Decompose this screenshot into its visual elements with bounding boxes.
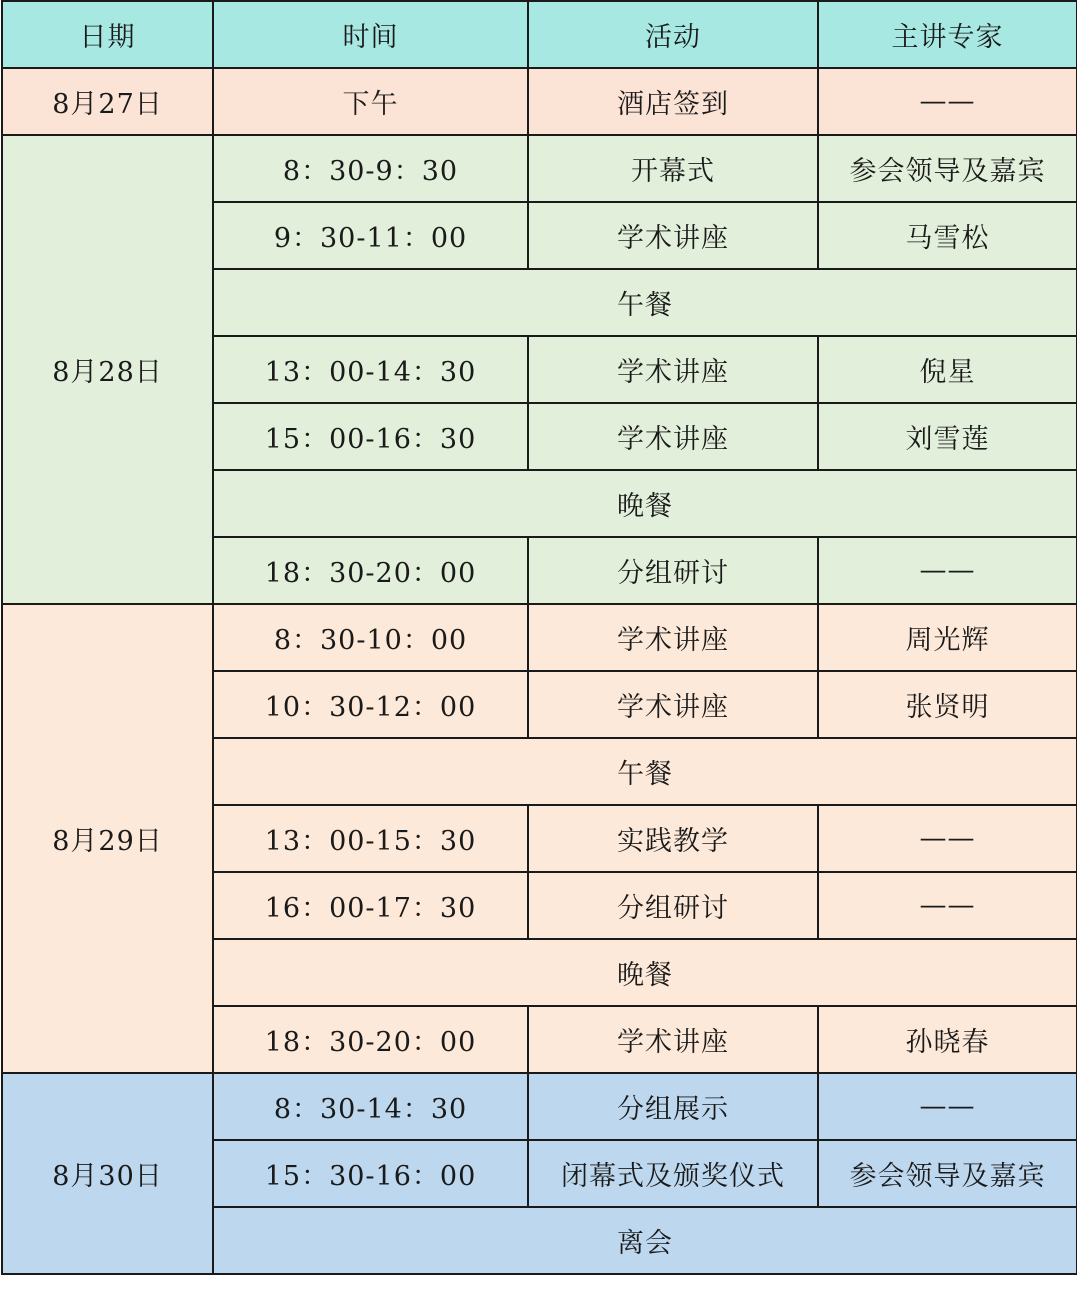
time-cell: 18：30-20：00	[213, 1006, 528, 1073]
activity-cell: 酒店签到	[528, 68, 818, 135]
table-row	[2, 68, 1077, 135]
meal-cell: 午餐	[213, 269, 1077, 336]
schedule-table	[1, 0, 1077, 1275]
time-cell: 8：30-9：30	[213, 135, 528, 202]
expert-cell: 倪星	[818, 336, 1077, 403]
header-time: 时间	[213, 1, 528, 68]
expert-cell: 周光辉	[818, 604, 1077, 671]
expert-cell: ——	[818, 1073, 1077, 1140]
date-cell: 8月29日	[2, 604, 213, 1073]
table-row	[2, 604, 1077, 671]
meal-cell: 晚餐	[213, 939, 1077, 1006]
expert-cell: ——	[818, 68, 1077, 135]
table-row	[2, 1073, 1077, 1140]
activity-cell: 学术讲座	[528, 403, 818, 470]
expert-cell: 参会领导及嘉宾	[818, 135, 1077, 202]
activity-cell: 学术讲座	[528, 1006, 818, 1073]
meal-cell: 离会	[213, 1207, 1077, 1274]
activity-cell: 学术讲座	[528, 336, 818, 403]
meal-cell: 晚餐	[213, 470, 1077, 537]
time-cell: 13：00-15：30	[213, 805, 528, 872]
activity-cell: 闭幕式及颁奖仪式	[528, 1140, 818, 1207]
expert-cell: 马雪松	[818, 202, 1077, 269]
activity-cell: 开幕式	[528, 135, 818, 202]
meal-cell: 午餐	[213, 738, 1077, 805]
expert-cell: 张贤明	[818, 671, 1077, 738]
expert-cell: ——	[818, 537, 1077, 604]
activity-cell: 学术讲座	[528, 604, 818, 671]
activity-cell: 实践教学	[528, 805, 818, 872]
time-cell: 10：30-12：00	[213, 671, 528, 738]
table-row	[2, 135, 1077, 202]
expert-cell: 刘雪莲	[818, 403, 1077, 470]
time-cell: 8：30-14：30	[213, 1073, 528, 1140]
time-cell: 下午	[213, 68, 528, 135]
date-cell: 8月27日	[2, 68, 213, 135]
date-cell: 8月30日	[2, 1073, 213, 1274]
activity-cell: 分组研讨	[528, 872, 818, 939]
time-cell: 13：00-14：30	[213, 336, 528, 403]
activity-cell: 学术讲座	[528, 671, 818, 738]
time-cell: 8：30-10：00	[213, 604, 528, 671]
expert-cell: 孙晓春	[818, 1006, 1077, 1073]
expert-cell: ——	[818, 872, 1077, 939]
time-cell: 18：30-20：00	[213, 537, 528, 604]
header-activity: 活动	[528, 1, 818, 68]
date-cell: 8月28日	[2, 135, 213, 604]
time-cell: 16：00-17：30	[213, 872, 528, 939]
activity-cell: 学术讲座	[528, 202, 818, 269]
time-cell: 15：00-16：30	[213, 403, 528, 470]
activity-cell: 分组研讨	[528, 537, 818, 604]
time-cell: 15：30-16：00	[213, 1140, 528, 1207]
expert-cell: 参会领导及嘉宾	[818, 1140, 1077, 1207]
header-row	[2, 1, 1077, 68]
activity-cell: 分组展示	[528, 1073, 818, 1140]
expert-cell: ——	[818, 805, 1077, 872]
time-cell: 9：30-11：00	[213, 202, 528, 269]
header-date: 日期	[2, 1, 213, 68]
header-expert: 主讲专家	[818, 1, 1077, 68]
